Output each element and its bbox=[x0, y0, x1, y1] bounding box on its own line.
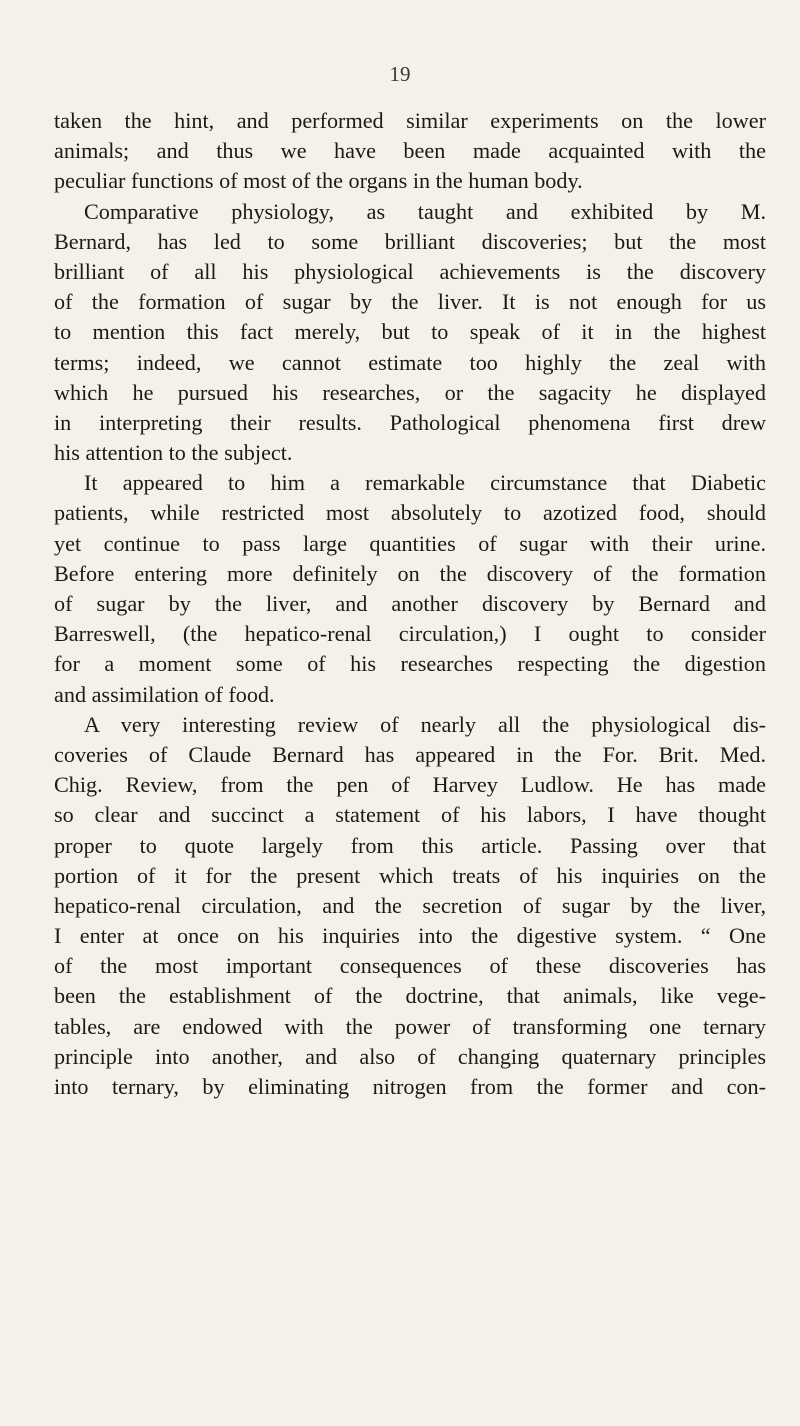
text-line: animals; and thus we have been made acquainted with the bbox=[54, 138, 766, 164]
text-line: of sugar by the liver, and another discovery by Bernard and bbox=[54, 591, 766, 616]
text-line: proper to quote largely from this article. Passing over that bbox=[54, 832, 766, 858]
text-line: in interpreting their results. Pathological phenomena first drew bbox=[54, 409, 766, 435]
paragraph bbox=[54, 106, 766, 197]
body-text bbox=[54, 106, 766, 1102]
text-line: terms; indeed, we cannot estimate too highly the zeal with bbox=[54, 349, 766, 375]
text-line: for a moment some of his researches respecting the digestion bbox=[54, 651, 766, 677]
paragraph bbox=[54, 197, 766, 469]
text-line: patients, while restricted most absolutely to azotized food, should bbox=[54, 500, 766, 526]
text-line: I enter at once on his inquiries into the digestive system. “ One bbox=[54, 923, 766, 949]
text-line: Comparative physiology, as taught and exhibited by M. bbox=[84, 198, 766, 224]
page-number: 19 bbox=[389, 62, 411, 86]
text-line: portion of it for the present which treats of his inquiries on the bbox=[54, 862, 766, 888]
text-line: of the most important consequences of these discoveries has bbox=[54, 953, 766, 979]
text-line: principle into another, and also of changing quaternary principles bbox=[54, 1043, 766, 1069]
text-line: of the formation of sugar by the liver. It is not enough for us bbox=[54, 289, 766, 315]
text-line: A very interesting review of nearly all the physiological dis- bbox=[84, 711, 766, 737]
text-line: Bernard, has led to some brilliant discoveries; but the most bbox=[54, 228, 766, 254]
text-line: been the establishment of the doctrine, that animals, like vege- bbox=[54, 983, 766, 1009]
text-line: Barreswell, (the hepatico-renal circulation,) I ought to consider bbox=[54, 621, 766, 647]
text-line: which he pursued his researches, or the sagacity he displayed bbox=[54, 379, 766, 405]
paragraph bbox=[54, 468, 766, 710]
text-line: peculiar functions of most of the organs in the human body. bbox=[54, 168, 583, 194]
text-line: Before entering more definitely on the discovery of the formation bbox=[54, 560, 766, 586]
text-line: It appeared to him a remarkable circumstance that Diabetic bbox=[84, 470, 766, 496]
text-line: to mention this fact merely, but to speak of it in the highest bbox=[54, 319, 766, 345]
text-line: yet continue to pass large quantities of sugar with their urine. bbox=[54, 530, 766, 556]
text-line: tables, are endowed with the power of transforming one ternary bbox=[54, 1013, 766, 1039]
text-line: so clear and succinct a statement of his labors, I have thought bbox=[54, 802, 766, 828]
text-line: coveries of Claude Bernard has appeared in the For. Brit. Med. bbox=[54, 741, 766, 767]
text-line: taken the hint, and performed similar experiments on the lower bbox=[54, 108, 766, 133]
text-line: brilliant of all his physiological achievements is the discovery bbox=[54, 258, 766, 284]
text-line: hepatico-renal circulation, and the secretion of sugar by the liver, bbox=[54, 892, 766, 918]
paragraph bbox=[54, 710, 766, 1102]
text-line: and assimilation of food. bbox=[54, 681, 275, 707]
text-line: his attention to the subject. bbox=[54, 440, 293, 466]
text-line: Chig. Review, from the pen of Harvey Ludlow. He has made bbox=[54, 772, 766, 798]
text-line: into ternary, by eliminating nitrogen from the former and con- bbox=[54, 1074, 766, 1099]
